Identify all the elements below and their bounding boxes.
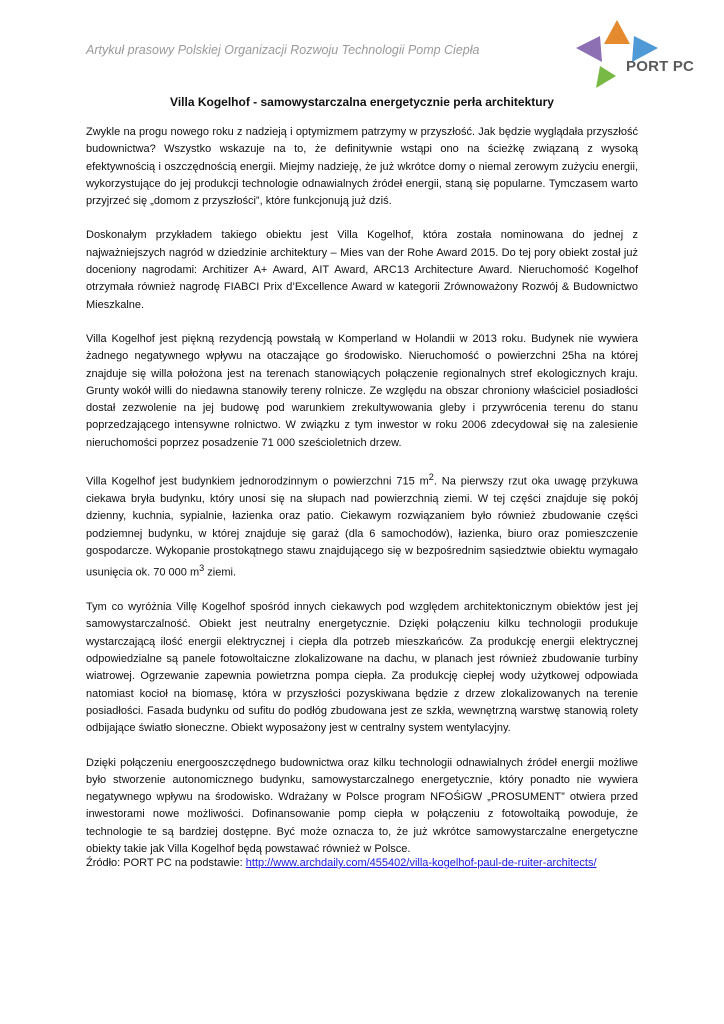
- logo-purple-triangle: [576, 36, 602, 62]
- paragraph-text: Tym co wyróżnia Villę Kogelhof spośród innych ciekawych pod względem architektonicznym obiektów jest jej samowystarczalność. Obiekt jest neutralny energetycznie. Dzięki połączeniu kilku technologii produkuje wystarczającą ilość energii elektrycznej i ciepła dla potrzeb mieszkańców. Za produkcję energii elektrycznej odpowiedzialne są panele fotowoltaiczne zlokalizowane na dachu, w planach jest również zbudowanie turbiny wiatrowej. Ogrzewanie zapewnia powietrzna pompa ciepła. Za produkcję ciepłej wody użytkowej odpowiada natomiast kocioł na biomasę, która w przyszłości pozyskiwana będzie z drzew zlokalizowanych na terenie posiadłości. Fasada budynku od sufitu do podłóg zbudowana jest ze szkła, wewnętrzną warstwę stanowią rolety odbijające światło słoneczne. Obiekt wyposażony jest w centralny system wentylacyjny.: [86, 601, 638, 735]
- paragraph-text: ziemi.: [204, 566, 237, 579]
- superscript-3: 3: [199, 563, 205, 574]
- port-pc-logo: [572, 14, 662, 94]
- paragraph-text: . Na pierwszy rzut oka uwagę przykuwa ciekawa bryła budynku, który unosi się na słupach nad powierzchnią ziemi. W tej części znajduje się pokój dzienny, kuchnia, sypialnie, łazienka oraz patio. Ciekawym rozwiązaniem było również zbudowanie części podziemnej budynku, w której znajduje się garaż (dla 6 samochodów), łazienka, biuro oraz pomieszczenie gospodarcze. Wykopanie prostokątnego stawu znajdującego się w bezpośrednim sąsiedztwie obiektu wymagało usunięcia ok. 70 000 m: [86, 475, 639, 579]
- source-link[interactable]: http://www.archdaily.com/455402/villa-kogelhof-paul-de-ruiter-architects/: [245, 857, 597, 869]
- page-title: Villa Kogelhof - samowystarczalna energetycznie perła architektury: [170, 95, 554, 109]
- paragraph-6: [86, 755, 638, 859]
- paragraph-2: [86, 227, 638, 313]
- paragraph-text: Dzięki połączeniu energooszczędnego budownictwa oraz kilku technologii odnawialnych źródeł energii możliwe było stworzenie autonomicznego budynku, samowystarczalnego energetycznie, który ponadto nie wywiera negatywnego wpływu na środowisko. Wdrażany w Polsce program NFOŚiGW „PROSUMENT” otwiera przed inwestorami nowe możliwości. Dofinansowanie pomp ciepła w połączeniu z fotowoltaiką powoduje, że technologie te są bardziej dostępne. Być może oznacza to, że już wkrótce samowystarczalne energetyczne obiekty takie jak Villa Kogelhof będą powstawać również w Polsce.: [86, 756, 638, 855]
- source-line: [86, 855, 597, 872]
- superscript-2: 2: [428, 472, 434, 483]
- paragraph-text: Villa Kogelhof jest piękną rezydencją powstałą w Komperland w Holandii w 2013 roku. Budynek nie wywiera żadnego negatywnego wpływu na otaczające go środowisko. Nieruchomość o powierzchni 25ha na której znajduje się willa położona jest na terenach stanowiących połączenie regionalnych stref ekologicznych kraju. Grunty wokół willi do niedawna stanowiły tereny rolnicze. Ze względu na obszar chroniony właściciel posiadłości dostał zezwolenie na jej budowę pod warunkiem zrekultywowania gleby i przywrócenia terenu do stanu poprzedzającego intensywne rolnictwo. W związku z tym inwestor w roku 2006 zdecydował się na zalesienie nieruchomości poprzez posadzenie 71 000 sześcioletnich drzew.: [86, 332, 638, 449]
- logo-orange-triangle: [604, 20, 630, 44]
- paragraph-5: [86, 599, 638, 737]
- paragraph-text: Zwykle na progu nowego roku z nadzieją i optymizmem patrzymy w przyszłość. Jak będzie wyglądała przyszłość budownictwa? Wszystko wskazuje na to, że definitywnie wstąpi ono na ścieżkę związaną z wysoką efektywnością i oszczędnością energii. Miejmy nadzieję, że już wkrótce domy o niemal zerowym zużyciu energii, wykorzystujące do jej produkcji technologie odnawialnych źródeł energii, staną się popularne. Tymczasem warto przyjrzeć się „domom z przyszłości”, które funkcjonują już dziś.: [86, 126, 638, 208]
- paragraph-1: [86, 124, 638, 210]
- paragraph-text: Doskonałym przykładem takiego obiektu jest Villa Kogelhof, która została nominowana do jednej z najważniejszych nagród w dziedzinie architektury – Mies van der Rohe Award 2015. Do tej pory obiekt został już doceniony nagrodami: Architizer A+ Award, AIT Award, ARC13 Architecture Award. Nieruchomość Kogelhof otrzymała również nagrodę FIABCI Prix d’Excellence Award w kategorii Zrównoważony Rozwój & Budownictwo Mieszkalne.: [86, 229, 638, 311]
- article-body: [86, 124, 638, 875]
- logo-text: PORT PC: [626, 58, 695, 75]
- paragraph-3: [86, 331, 638, 452]
- paragraph-4: [86, 469, 638, 582]
- source-label: Źródło: PORT PC na podstawie:: [86, 857, 246, 869]
- logo-green-triangle: [596, 66, 616, 88]
- paragraph-text: Villa Kogelhof jest budynkiem jednorodzinnym o powierzchni 715 m: [86, 475, 429, 488]
- article-header-note: Artykuł prasowy Polskiej Organizacji Rozwoju Technologii Pomp Ciepła: [86, 43, 480, 57]
